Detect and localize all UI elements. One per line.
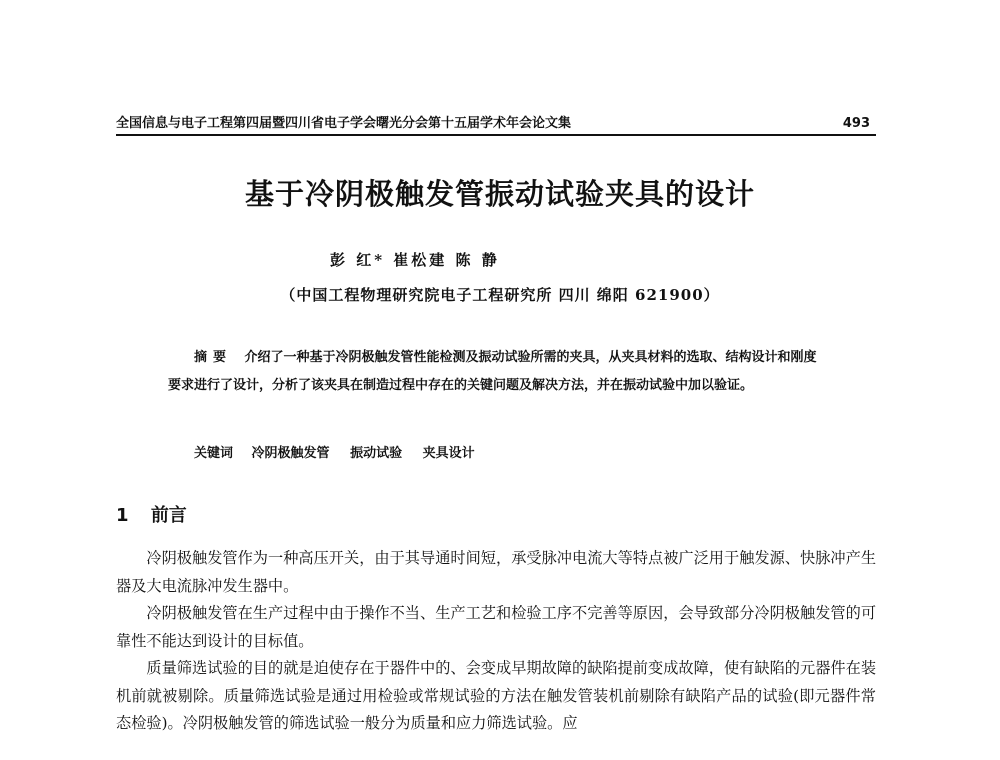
authors: 彭 红* 崔松建 陈 静 xyxy=(330,251,500,269)
keyword-item: 冷阴极触发管 xyxy=(251,446,330,461)
running-header-text: 全国信息与电子工程第四届暨四川省电子学会曙光分会第十五届学术年会论文集 xyxy=(116,116,572,131)
section-title: 前言 xyxy=(150,505,187,526)
body-text xyxy=(116,545,876,738)
abstract xyxy=(168,344,828,400)
paragraph: 质量筛选试验的目的就是迫使存在于器件中的、会变成早期故障的缺陷提前变成故障，使有缺陷的元器件在装机前就被剔除。质量筛选试验是通过用检验或常规试验的方法在触发管装机前剔除有缺陷产品的试验(即元器件常态检验)。冷阴极触发管的筛选试验一般分为质量和应力筛选试验。应 xyxy=(116,659,876,732)
abstract-label: 摘要 xyxy=(194,350,233,365)
section-heading xyxy=(116,504,187,528)
paragraph: 冷阴极触发管作为一种高压开关，由于其导通时间短，承受脉冲电流大等特点被广泛用于触发源、快脉冲产生器及大电流脉冲发生器中。 xyxy=(116,549,876,595)
keyword-item: 振动试验 xyxy=(350,446,403,461)
keyword-item: 夹具设计 xyxy=(422,446,475,461)
section-number: 1 xyxy=(116,505,129,526)
abstract-text: 介绍了一种基于冷阴极触发管性能检测及振动试验所需的夹具，从夹具材料的选取、结构设计和刚度要求进行了设计，分析了该夹具在制造过程中存在的关键问题及解决方法，并在振动试验中加以验证。 xyxy=(168,350,817,393)
running-header xyxy=(116,114,876,136)
paragraph: 冷阴极触发管在生产过程中由于操作不当、生产工艺和检验工序不完善等原因，会导致部分冷阴极触发管的可靠性不能达到设计的目标值。 xyxy=(116,604,876,650)
paper-title: 基于冷阴极触发管振动试验夹具的设计 xyxy=(244,177,755,211)
page-number: 493 xyxy=(842,116,870,131)
affiliation: （中国工程物理研究院电子工程研究所 四川 绵阳 621900） xyxy=(280,286,720,304)
keywords xyxy=(194,444,491,464)
keywords-label: 关键词 xyxy=(194,446,234,461)
